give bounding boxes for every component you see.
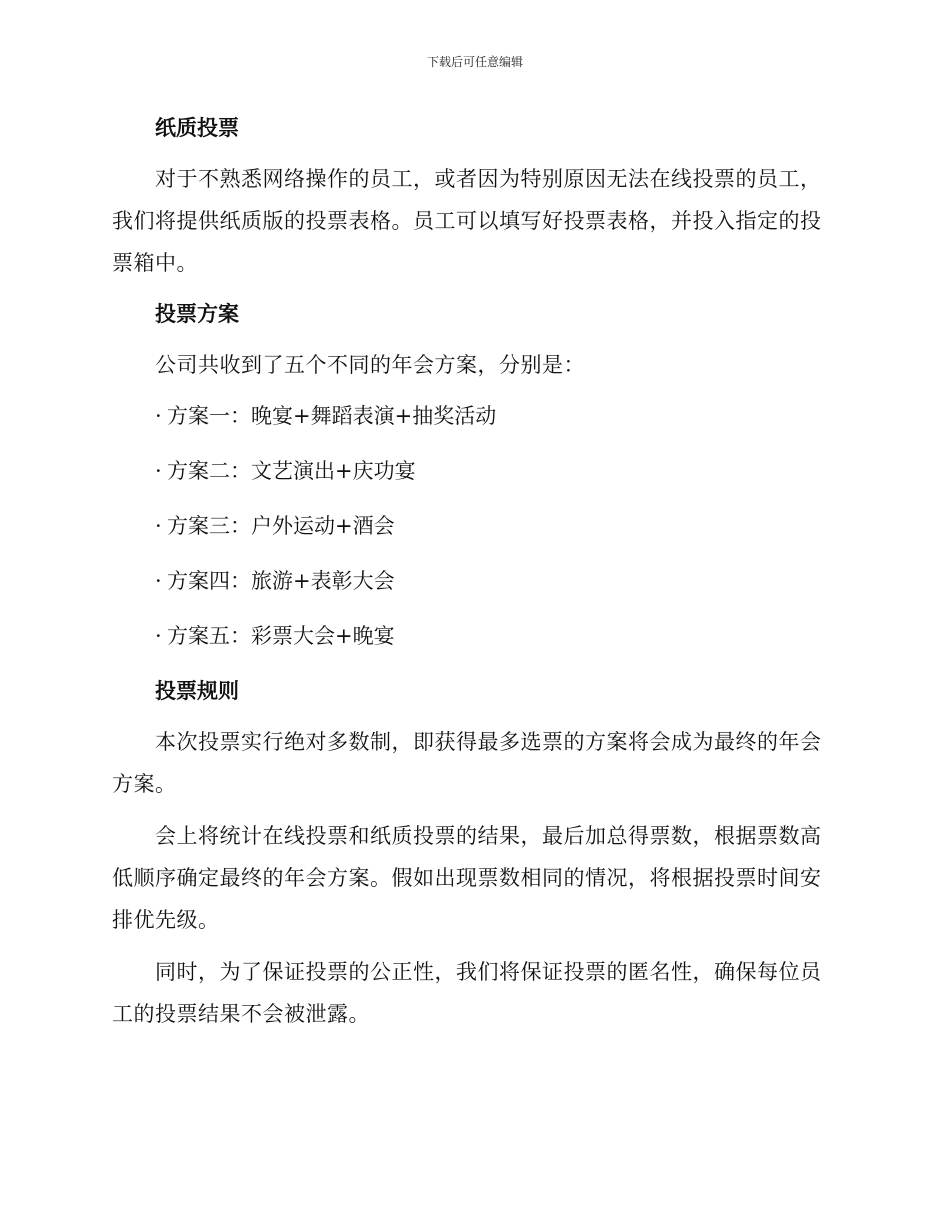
bullet-dot: ·: [155, 514, 162, 538]
list-item-text: 方案四：旅游+表彰大会: [167, 569, 395, 593]
section-heading-paper-voting: 纸质投票: [155, 116, 239, 140]
list-item: [112, 616, 832, 656]
list-item: [112, 506, 832, 546]
paragraph-voting-plan-intro: 公司共收到了五个不同的年会方案，分别是：: [155, 353, 585, 377]
paragraph-paper-voting: 对于不熟悉网络操作的员工，或者因为特别原因无法在线投票的员工，我们将提供纸质版的投票表格。员工可以填写好投票表格，并投入指定的投票箱中。: [112, 167, 822, 275]
list-item: [112, 451, 832, 491]
list-item-text: 方案二：文艺演出+庆功宴: [167, 459, 416, 483]
list-item: [112, 396, 832, 436]
bullet-dot: ·: [155, 404, 162, 428]
paragraph-voting-rules-2: 会上将统计在线投票和纸质投票的结果，最后加总得票数，根据票数高低顺序确定最终的年会方案。假如出现票数相同的情况，将根据投票时间安排优先级。: [112, 824, 822, 932]
bullet-dot: ·: [155, 624, 162, 648]
page-header: 下载后可任意编辑: [426, 55, 523, 69]
bullet-dot: ·: [155, 569, 162, 593]
section-heading-voting-rules: 投票规则: [155, 679, 239, 703]
paragraph-voting-rules-1: 本次投票实行绝对多数制，即获得最多选票的方案将会成为最终的年会方案。: [112, 730, 822, 796]
bullet-dot: ·: [155, 459, 162, 483]
list-item: [112, 561, 832, 601]
list-item-text: 方案三：户外运动+酒会: [167, 514, 395, 538]
paragraph-voting-rules-3: 同时，为了保证投票的公正性，我们将保证投票的匿名性，确保每位员工的投票结果不会被泄露。: [112, 960, 822, 1026]
list-item-text: 方案五：彩票大会+晚宴: [167, 624, 395, 648]
document-body: [112, 108, 832, 1045]
list-item-text: 方案一：晚宴+舞蹈表演+抽奖活动: [167, 404, 497, 428]
plan-list: [112, 396, 832, 656]
section-heading-voting-plan: 投票方案: [155, 302, 239, 326]
